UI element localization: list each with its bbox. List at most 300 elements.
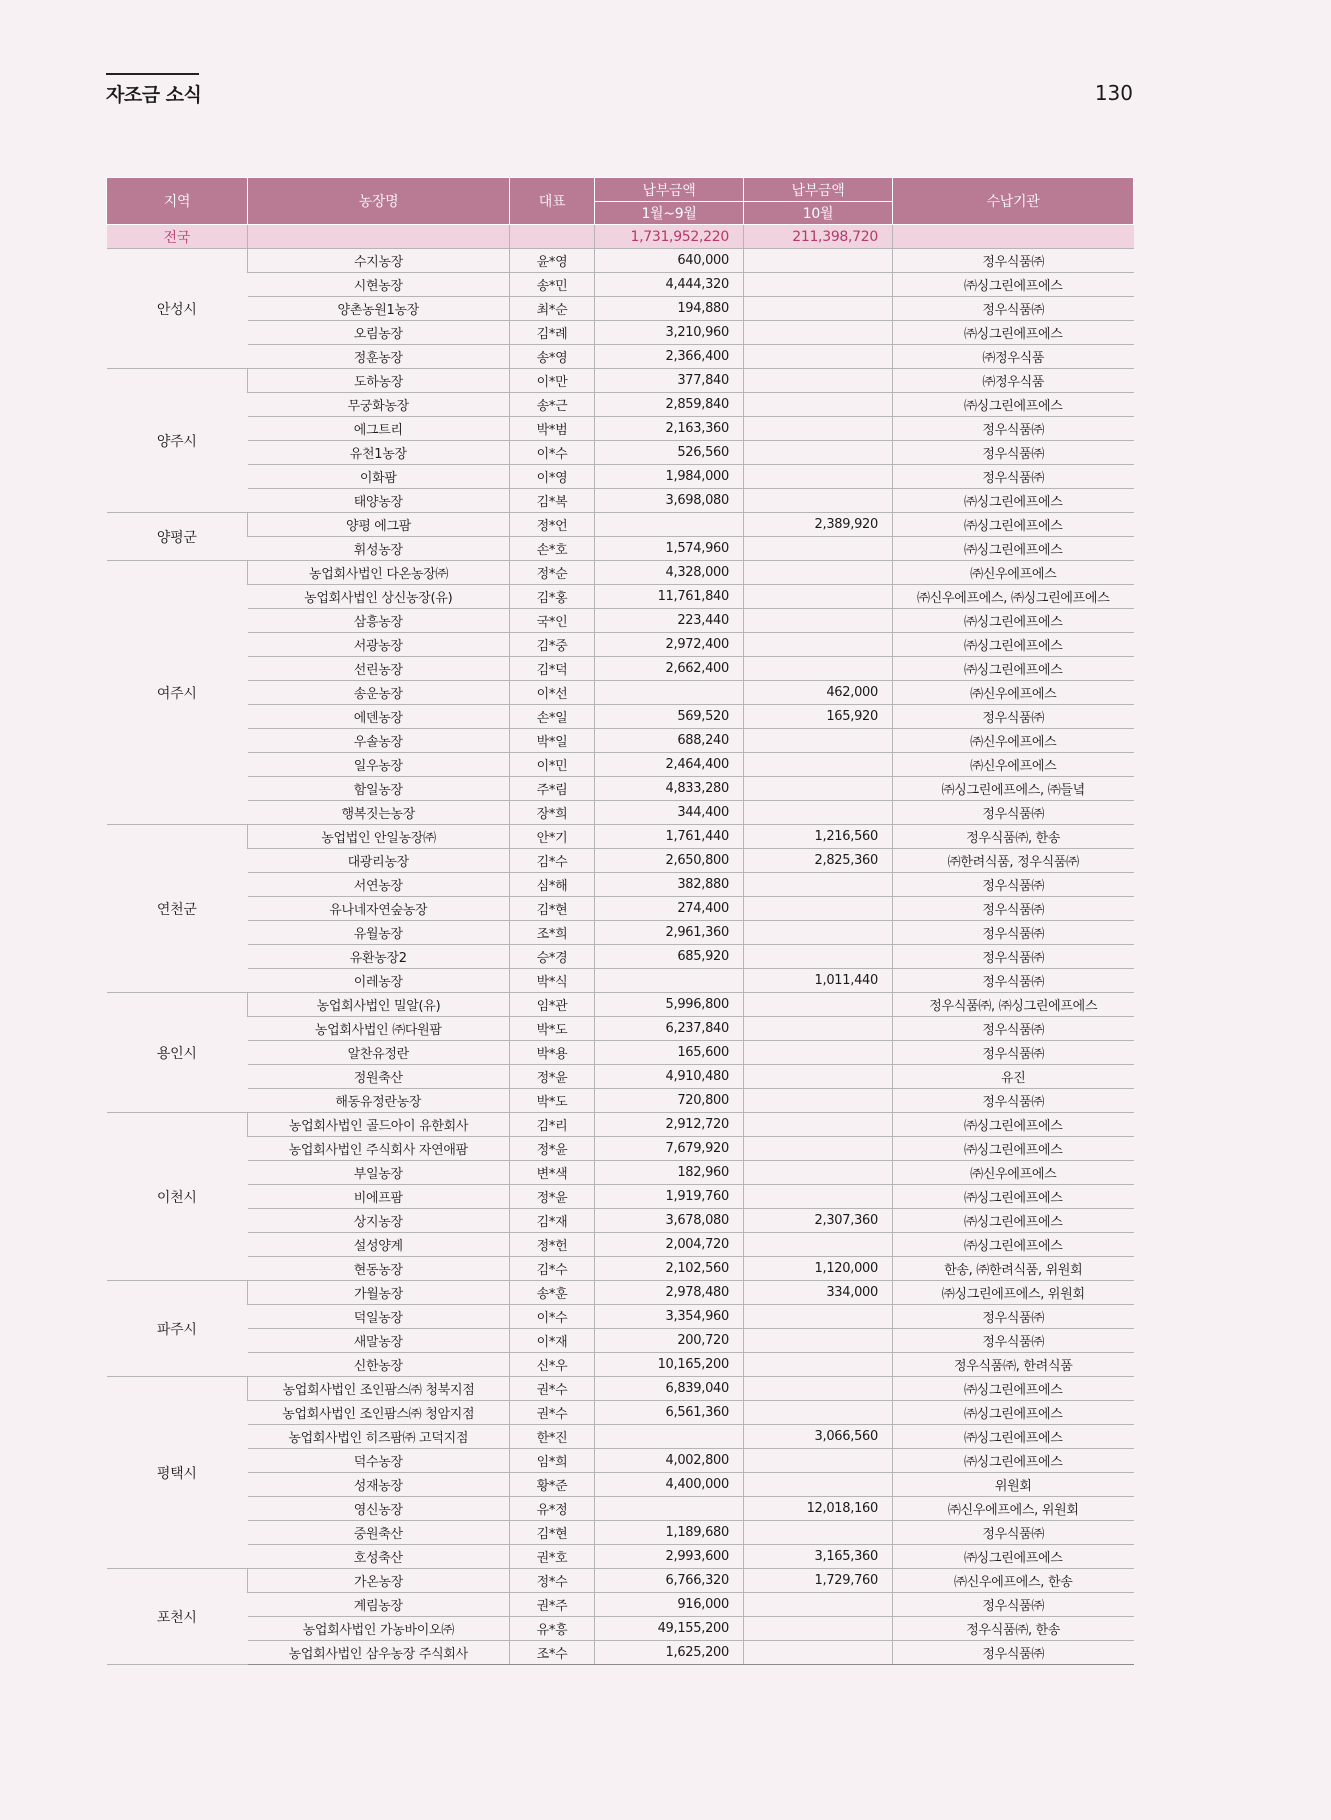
- payment-2-cell: 1,216,560: [744, 825, 893, 849]
- farm-name-cell: 행복짓는농장: [248, 801, 510, 825]
- region-cell: 평택시: [107, 1377, 248, 1569]
- table-row: [107, 657, 1134, 681]
- collection-agency-cell: 정우식품㈜: [893, 417, 1134, 441]
- representative-cell: 정*수: [510, 1569, 595, 1593]
- farm-name-cell: 삼흥농장: [248, 609, 510, 633]
- payment-2-cell: 1,120,000: [744, 1257, 893, 1281]
- payment-1-cell: 6,766,320: [595, 1569, 744, 1593]
- header-period-2: 10월: [744, 202, 893, 225]
- table-row: [107, 1449, 1134, 1473]
- collection-agency-cell: ㈜신우에프에스: [893, 1161, 1134, 1185]
- payment-2-cell: [744, 561, 893, 585]
- payment-1-cell: 2,972,400: [595, 633, 744, 657]
- representative-cell: 이*수: [510, 441, 595, 465]
- payment-2-cell: [744, 993, 893, 1017]
- region-cell: 이천시: [107, 1113, 248, 1281]
- table-header: [107, 178, 1134, 225]
- farm-name-cell: 중원축산: [248, 1521, 510, 1545]
- representative-cell: 심*해: [510, 873, 595, 897]
- farm-name-cell: 현동농장: [248, 1257, 510, 1281]
- collection-agency-cell: ㈜신우에프에스: [893, 681, 1134, 705]
- total-empty-farm: [248, 225, 510, 249]
- farm-name-cell: 덕수농장: [248, 1449, 510, 1473]
- representative-cell: 유*흥: [510, 1617, 595, 1641]
- payment-2-cell: [744, 273, 893, 297]
- farm-name-cell: 이화팜: [248, 465, 510, 489]
- farm-name-cell: 무궁화농장: [248, 393, 510, 417]
- total-payment-2: 211,398,720: [744, 225, 893, 249]
- farm-name-cell: 상지농장: [248, 1209, 510, 1233]
- table-row: [107, 297, 1134, 321]
- table-row: [107, 753, 1134, 777]
- header-payment-2: 납부금액: [744, 178, 893, 202]
- payment-1-cell: 344,400: [595, 801, 744, 825]
- payment-1-cell: 3,210,960: [595, 321, 744, 345]
- representative-cell: 조*수: [510, 1641, 595, 1665]
- farm-name-cell: 에덴농장: [248, 705, 510, 729]
- collection-agency-cell: ㈜한려식품, 정우식품㈜: [893, 849, 1134, 873]
- header-region: 지역: [107, 178, 248, 225]
- representative-cell: 임*관: [510, 993, 595, 1017]
- collection-agency-cell: ㈜싱그린에프에스: [893, 609, 1134, 633]
- collection-agency-cell: ㈜신우에프에스, 한송: [893, 1569, 1134, 1593]
- farm-name-cell: 농업회사법인 밀알(유): [248, 993, 510, 1017]
- collection-agency-cell: ㈜싱그린에프에스, 위원회: [893, 1281, 1134, 1305]
- collection-agency-cell: 정우식품㈜: [893, 1641, 1134, 1665]
- representative-cell: 박*도: [510, 1017, 595, 1041]
- payment-2-cell: [744, 537, 893, 561]
- payment-2-cell: [744, 393, 893, 417]
- payment-1-cell: [595, 1497, 744, 1521]
- table-row: [107, 1473, 1134, 1497]
- farm-name-cell: 일우농장: [248, 753, 510, 777]
- table-row: [107, 1401, 1134, 1425]
- payment-1-cell: 2,650,800: [595, 849, 744, 873]
- collection-agency-cell: 정우식품㈜: [893, 873, 1134, 897]
- table-row: [107, 633, 1134, 657]
- payment-1-cell: 2,004,720: [595, 1233, 744, 1257]
- table-row: [107, 1521, 1134, 1545]
- table-row: [107, 1161, 1134, 1185]
- collection-agency-cell: ㈜싱그린에프에스: [893, 1377, 1134, 1401]
- representative-cell: 손*일: [510, 705, 595, 729]
- farm-name-cell: 설성양계: [248, 1233, 510, 1257]
- farm-name-cell: 오림농장: [248, 321, 510, 345]
- payment-2-cell: 165,920: [744, 705, 893, 729]
- collection-agency-cell: 정우식품㈜: [893, 465, 1134, 489]
- representative-cell: 박*일: [510, 729, 595, 753]
- collection-agency-cell: ㈜싱그린에프에스: [893, 513, 1134, 537]
- farm-name-cell: 수지농장: [248, 249, 510, 273]
- representative-cell: 권*주: [510, 1593, 595, 1617]
- collection-agency-cell: 정우식품㈜: [893, 1041, 1134, 1065]
- representative-cell: 안*기: [510, 825, 595, 849]
- farm-name-cell: 태양농장: [248, 489, 510, 513]
- payment-1-cell: 200,720: [595, 1329, 744, 1353]
- representative-cell: 김*재: [510, 1209, 595, 1233]
- table-row: [107, 561, 1134, 585]
- total-empty-org: [893, 225, 1134, 249]
- payment-2-cell: [744, 585, 893, 609]
- farm-name-cell: 유월농장: [248, 921, 510, 945]
- payment-1-cell: 2,163,360: [595, 417, 744, 441]
- collection-agency-cell: 정우식품㈜: [893, 1521, 1134, 1545]
- header-collection-agency: 수납기관: [893, 178, 1134, 225]
- table-row: [107, 393, 1134, 417]
- payment-1-cell: [595, 513, 744, 537]
- table-row: [107, 1257, 1134, 1281]
- payment-1-cell: 2,366,400: [595, 345, 744, 369]
- table-row: [107, 489, 1134, 513]
- table-row: [107, 1593, 1134, 1617]
- representative-cell: 국*인: [510, 609, 595, 633]
- payment-2-cell: [744, 921, 893, 945]
- table-row: [107, 849, 1134, 873]
- region-cell: 안성시: [107, 249, 248, 369]
- representative-cell: 손*호: [510, 537, 595, 561]
- representative-cell: 김*복: [510, 489, 595, 513]
- payment-1-cell: 4,002,800: [595, 1449, 744, 1473]
- payment-1-cell: 1,574,960: [595, 537, 744, 561]
- payment-2-cell: [744, 297, 893, 321]
- representative-cell: 이*영: [510, 465, 595, 489]
- payment-2-cell: [744, 657, 893, 681]
- header-payment-1: 납부금액: [595, 178, 744, 202]
- region-cell: 용인시: [107, 993, 248, 1113]
- payment-1-cell: 2,464,400: [595, 753, 744, 777]
- representative-cell: 송*근: [510, 393, 595, 417]
- representative-cell: 최*순: [510, 297, 595, 321]
- collection-agency-cell: ㈜신우에프에스: [893, 753, 1134, 777]
- payment-2-cell: [744, 873, 893, 897]
- table-row: [107, 609, 1134, 633]
- representative-cell: 주*림: [510, 777, 595, 801]
- payment-2-cell: 1,011,440: [744, 969, 893, 993]
- payment-1-cell: 4,910,480: [595, 1065, 744, 1089]
- collection-agency-cell: 정우식품㈜: [893, 1089, 1134, 1113]
- table-row: [107, 1545, 1134, 1569]
- payment-2-cell: [744, 1089, 893, 1113]
- farm-name-cell: 유환농장2: [248, 945, 510, 969]
- payment-2-cell: 2,307,360: [744, 1209, 893, 1233]
- representative-cell: 정*헌: [510, 1233, 595, 1257]
- table-row: [107, 465, 1134, 489]
- total-label: 전국: [107, 225, 248, 249]
- payment-1-cell: 2,912,720: [595, 1113, 744, 1137]
- payment-2-cell: [744, 489, 893, 513]
- payment-1-cell: 377,840: [595, 369, 744, 393]
- payment-1-cell: 640,000: [595, 249, 744, 273]
- payment-2-cell: [744, 753, 893, 777]
- representative-cell: 김*례: [510, 321, 595, 345]
- payment-1-cell: 6,839,040: [595, 1377, 744, 1401]
- representative-cell: 김*수: [510, 1257, 595, 1281]
- payment-1-cell: 688,240: [595, 729, 744, 753]
- farm-name-cell: 정훈농장: [248, 345, 510, 369]
- farm-name-cell: 농업회사법인 히즈팜㈜ 고덕지점: [248, 1425, 510, 1449]
- representative-cell: 정*언: [510, 513, 595, 537]
- payment-1-cell: 4,444,320: [595, 273, 744, 297]
- collection-agency-cell: 정우식품㈜, 한송: [893, 1617, 1134, 1641]
- farm-name-cell: 송운농장: [248, 681, 510, 705]
- region-cell: 파주시: [107, 1281, 248, 1377]
- representative-cell: 박*용: [510, 1041, 595, 1065]
- payment-1-cell: 2,961,360: [595, 921, 744, 945]
- farm-name-cell: 서광농장: [248, 633, 510, 657]
- table-row: [107, 585, 1134, 609]
- representative-cell: 이*민: [510, 753, 595, 777]
- collection-agency-cell: 정우식품㈜: [893, 969, 1134, 993]
- farm-name-cell: 휘성농장: [248, 537, 510, 561]
- payment-1-cell: 2,978,480: [595, 1281, 744, 1305]
- farm-name-cell: 영신농장: [248, 1497, 510, 1521]
- payment-2-cell: [744, 1377, 893, 1401]
- collection-agency-cell: ㈜신우에프에스: [893, 729, 1134, 753]
- representative-cell: 정*윤: [510, 1185, 595, 1209]
- payment-1-cell: [595, 681, 744, 705]
- table-row: [107, 825, 1134, 849]
- payment-2-cell: 334,000: [744, 1281, 893, 1305]
- representative-cell: 송*훈: [510, 1281, 595, 1305]
- representative-cell: 송*영: [510, 345, 595, 369]
- table-row: [107, 729, 1134, 753]
- collection-agency-cell: ㈜싱그린에프에스: [893, 489, 1134, 513]
- payment-2-cell: 12,018,160: [744, 1497, 893, 1521]
- representative-cell: 정*윤: [510, 1065, 595, 1089]
- payment-2-cell: [744, 417, 893, 441]
- collection-agency-cell: ㈜정우식품: [893, 345, 1134, 369]
- collection-agency-cell: ㈜싱그린에프에스: [893, 1545, 1134, 1569]
- header-farm-name: 농장명: [248, 178, 510, 225]
- table-row: [107, 993, 1134, 1017]
- farm-name-cell: 우솔농장: [248, 729, 510, 753]
- total-payment-1: 1,731,952,220: [595, 225, 744, 249]
- payment-2-cell: [744, 1449, 893, 1473]
- page-number: 130: [1094, 81, 1133, 105]
- collection-agency-cell: 정우식품㈜, ㈜싱그린에프에스: [893, 993, 1134, 1017]
- collection-agency-cell: 정우식품㈜: [893, 705, 1134, 729]
- representative-cell: 정*윤: [510, 1137, 595, 1161]
- farm-name-cell: 시현농장: [248, 273, 510, 297]
- payment-1-cell: 194,880: [595, 297, 744, 321]
- collection-agency-cell: 한송, ㈜한려식품, 위원회: [893, 1257, 1134, 1281]
- representative-cell: 이*선: [510, 681, 595, 705]
- payment-2-cell: [744, 465, 893, 489]
- farm-name-cell: 대광리농장: [248, 849, 510, 873]
- payment-1-cell: 4,833,280: [595, 777, 744, 801]
- payment-2-cell: 2,389,920: [744, 513, 893, 537]
- representative-cell: 장*희: [510, 801, 595, 825]
- payment-2-cell: [744, 1305, 893, 1329]
- table-row: [107, 417, 1134, 441]
- region-cell: 양주시: [107, 369, 248, 513]
- collection-agency-cell: ㈜싱그린에프에스: [893, 1185, 1134, 1209]
- payment-1-cell: [595, 1425, 744, 1449]
- payment-2-cell: [744, 729, 893, 753]
- region-cell: 양평군: [107, 513, 248, 561]
- table-row: [107, 1305, 1134, 1329]
- farm-name-cell: 양평 에그팜: [248, 513, 510, 537]
- table-row: [107, 1113, 1134, 1137]
- table-row: [107, 345, 1134, 369]
- payment-1-cell: 3,678,080: [595, 1209, 744, 1233]
- collection-agency-cell: 정우식품㈜, 한송: [893, 825, 1134, 849]
- payment-1-cell: 4,328,000: [595, 561, 744, 585]
- farm-name-cell: 농업회사법인 골드아이 유한회사: [248, 1113, 510, 1137]
- collection-agency-cell: 정우식품㈜: [893, 1329, 1134, 1353]
- table-row: [107, 1497, 1134, 1521]
- representative-cell: 김*홍: [510, 585, 595, 609]
- table-row: [107, 249, 1134, 273]
- table-row: [107, 537, 1134, 561]
- payment-1-cell: 720,800: [595, 1089, 744, 1113]
- payment-1-cell: 2,102,560: [595, 1257, 744, 1281]
- region-cell: 여주시: [107, 561, 248, 825]
- collection-agency-cell: ㈜신우에프에스, ㈜싱그린에프에스: [893, 585, 1134, 609]
- payment-2-cell: [744, 897, 893, 921]
- table-row: [107, 441, 1134, 465]
- representative-cell: 박*도: [510, 1089, 595, 1113]
- total-row: [107, 225, 1134, 249]
- collection-agency-cell: ㈜신우에프에스: [893, 561, 1134, 585]
- table-row: [107, 1641, 1134, 1665]
- farm-name-cell: 도하농장: [248, 369, 510, 393]
- farm-name-cell: 함일농장: [248, 777, 510, 801]
- farm-name-cell: 새말농장: [248, 1329, 510, 1353]
- collection-agency-cell: ㈜싱그린에프에스: [893, 273, 1134, 297]
- payment-2-cell: [744, 945, 893, 969]
- header-rule: [106, 73, 199, 75]
- table-body: [107, 225, 1134, 1665]
- payment-1-cell: 182,960: [595, 1161, 744, 1185]
- farm-name-cell: 부일농장: [248, 1161, 510, 1185]
- representative-cell: 김*중: [510, 633, 595, 657]
- collection-agency-cell: ㈜싱그린에프에스: [893, 1209, 1134, 1233]
- table-row: [107, 1281, 1134, 1305]
- payment-2-cell: [744, 1521, 893, 1545]
- payment-1-cell: 3,354,960: [595, 1305, 744, 1329]
- table-row: [107, 273, 1134, 297]
- collection-agency-cell: 정우식품㈜: [893, 921, 1134, 945]
- farm-name-cell: 덕일농장: [248, 1305, 510, 1329]
- payment-1-cell: 11,761,840: [595, 585, 744, 609]
- collection-agency-cell: ㈜싱그린에프에스: [893, 657, 1134, 681]
- payment-2-cell: [744, 1233, 893, 1257]
- payment-1-cell: 10,165,200: [595, 1353, 744, 1377]
- representative-cell: 김*현: [510, 1521, 595, 1545]
- collection-agency-cell: ㈜싱그린에프에스: [893, 537, 1134, 561]
- farm-name-cell: 농업회사법인 조인팜스㈜ 청암지점: [248, 1401, 510, 1425]
- farm-name-cell: 이레농장: [248, 969, 510, 993]
- farm-name-cell: 비에프팜: [248, 1185, 510, 1209]
- header-period-1: 1월~9월: [595, 202, 744, 225]
- table-row: [107, 1425, 1134, 1449]
- payment-1-cell: 1,984,000: [595, 465, 744, 489]
- representative-cell: 박*범: [510, 417, 595, 441]
- table-row: [107, 1209, 1134, 1233]
- payment-1-cell: 7,679,920: [595, 1137, 744, 1161]
- payment-1-cell: 165,600: [595, 1041, 744, 1065]
- payment-table: [106, 177, 1134, 1665]
- representative-cell: 박*식: [510, 969, 595, 993]
- table-row: [107, 801, 1134, 825]
- collection-agency-cell: ㈜싱그린에프에스: [893, 321, 1134, 345]
- payment-1-cell: 382,880: [595, 873, 744, 897]
- collection-agency-cell: ㈜싱그린에프에스: [893, 1137, 1134, 1161]
- payment-1-cell: 1,919,760: [595, 1185, 744, 1209]
- representative-cell: 이*재: [510, 1329, 595, 1353]
- payment-1-cell: 6,561,360: [595, 1401, 744, 1425]
- farm-name-cell: 가월농장: [248, 1281, 510, 1305]
- representative-cell: 이*수: [510, 1305, 595, 1329]
- table-row: [107, 513, 1134, 537]
- header-representative: 대표: [510, 178, 595, 225]
- representative-cell: 윤*영: [510, 249, 595, 273]
- payment-1-cell: 1,761,440: [595, 825, 744, 849]
- payment-2-cell: 3,165,360: [744, 1545, 893, 1569]
- farm-name-cell: 정원축산: [248, 1065, 510, 1089]
- payment-1-cell: 274,400: [595, 897, 744, 921]
- payment-2-cell: [744, 1617, 893, 1641]
- collection-agency-cell: ㈜싱그린에프에스: [893, 1449, 1134, 1473]
- collection-agency-cell: 정우식품㈜: [893, 297, 1134, 321]
- farm-name-cell: 서연농장: [248, 873, 510, 897]
- table-row: [107, 1569, 1134, 1593]
- representative-cell: 승*경: [510, 945, 595, 969]
- collection-agency-cell: 정우식품㈜: [893, 945, 1134, 969]
- farm-name-cell: 선린농장: [248, 657, 510, 681]
- farm-name-cell: 농업회사법인 상신농장(유): [248, 585, 510, 609]
- payment-2-cell: 462,000: [744, 681, 893, 705]
- payment-1-cell: 2,993,600: [595, 1545, 744, 1569]
- farm-name-cell: 농업회사법인 삼우농장 주식회사: [248, 1641, 510, 1665]
- collection-agency-cell: 정우식품㈜: [893, 1017, 1134, 1041]
- representative-cell: 송*민: [510, 273, 595, 297]
- table-row: [107, 1353, 1134, 1377]
- payment-2-cell: [744, 1161, 893, 1185]
- table-row: [107, 777, 1134, 801]
- table-row: [107, 945, 1134, 969]
- payment-1-cell: 685,920: [595, 945, 744, 969]
- payment-1-cell: 916,000: [595, 1593, 744, 1617]
- representative-cell: 한*진: [510, 1425, 595, 1449]
- collection-agency-cell: 정우식품㈜, 한려식품: [893, 1353, 1134, 1377]
- payment-2-cell: [744, 441, 893, 465]
- payment-2-cell: [744, 1137, 893, 1161]
- farm-name-cell: 에그트리: [248, 417, 510, 441]
- payment-1-cell: 49,155,200: [595, 1617, 744, 1641]
- table-row: [107, 1017, 1134, 1041]
- payment-1-cell: 6,237,840: [595, 1017, 744, 1041]
- representative-cell: 김*덕: [510, 657, 595, 681]
- collection-agency-cell: 유진: [893, 1065, 1134, 1089]
- collection-agency-cell: ㈜싱그린에프에스: [893, 1425, 1134, 1449]
- collection-agency-cell: 정우식품㈜: [893, 1305, 1134, 1329]
- payment-1-cell: 526,560: [595, 441, 744, 465]
- payment-1-cell: 4,400,000: [595, 1473, 744, 1497]
- payment-2-cell: [744, 1353, 893, 1377]
- farm-name-cell: 성재농장: [248, 1473, 510, 1497]
- payment-2-cell: [744, 369, 893, 393]
- payment-1-cell: [595, 969, 744, 993]
- payment-2-cell: 3,066,560: [744, 1425, 893, 1449]
- representative-cell: 권*호: [510, 1545, 595, 1569]
- table-row: [107, 705, 1134, 729]
- payment-1-cell: 5,996,800: [595, 993, 744, 1017]
- representative-cell: 김*리: [510, 1113, 595, 1137]
- payment-2-cell: [744, 1185, 893, 1209]
- collection-agency-cell: 정우식품㈜: [893, 1593, 1134, 1617]
